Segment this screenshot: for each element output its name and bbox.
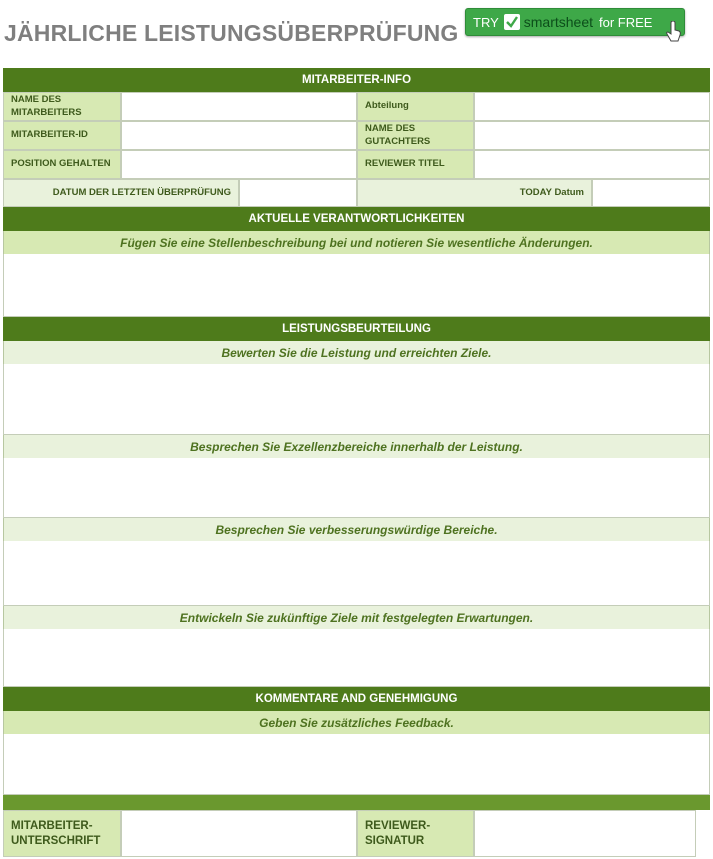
today-date-label: TODAY Datum [357,179,592,207]
page-title: JÄHRLICHE LEISTUNGSÜBERPRÜFUNG [4,20,459,46]
cta-try-label: TRY [473,14,499,30]
reviewer-name-label: NAME DES GUTACHTERS [357,121,474,150]
reviewer-title-field[interactable] [474,150,710,179]
employee-id-label: MITARBEITER-ID [3,121,121,150]
reviewer-title-label: REVIEWER TITEL [357,150,474,179]
responsibilities-text-area[interactable] [3,254,710,317]
employee-signature-field[interactable] [121,810,357,857]
responsibilities-instruction: Fügen Sie eine Stellenbeschreibung bei und notieren Sie wesentliche Änderungen. [3,231,710,254]
performance-text-area-2[interactable] [3,458,710,518]
department-field[interactable] [474,92,710,121]
cta-free-label: for FREE [599,14,653,30]
hand-cursor-icon [666,21,682,46]
last-review-date-label: DATUM DER LETZTEN ÜBERPRÜFUNG [3,179,239,207]
employee-id-field[interactable] [121,121,357,150]
comments-instruction: Geben Sie zusätzliches Feedback. [3,711,710,734]
reviewer-signature-field[interactable] [474,810,696,857]
employee-name-field[interactable] [121,92,357,121]
position-label: POSITION GEHALTEN [3,150,121,179]
try-smartsheet-button[interactable] [465,8,685,36]
performance-header: LEISTUNGSBEURTEILUNG [3,317,710,341]
reviewer-name-field[interactable] [474,121,710,150]
last-review-date-field[interactable] [239,179,357,207]
performance-prompt-4: Entwickeln Sie zukünftige Ziele mit festgelegten Erwartungen. [3,606,710,629]
performance-text-area-4[interactable] [3,629,710,687]
employee-name-label: NAME DES MITARBEITERS [3,92,121,121]
department-label: Abteilung [357,92,474,121]
performance-prompt-3: Besprechen Sie verbesserungswürdige Bereiche. [3,518,710,541]
today-date-field[interactable] [592,179,710,207]
responsibilities-header: AKTUELLE VERANTWORTLICHKEITEN [3,207,710,231]
signature-divider-band [3,795,710,810]
performance-prompt-1: Bewerten Sie die Leistung und erreichten Ziele. [3,341,710,364]
position-field[interactable] [121,150,357,179]
reviewer-signature-label: REVIEWER-SIGNATUR [357,810,474,857]
performance-text-area-3[interactable] [3,541,710,606]
comments-text-area[interactable] [3,734,710,795]
employee-info-header: MITARBEITER-INFO [3,68,710,92]
comments-header: KOMMENTARE AND GENEHMIGUNG [3,687,710,711]
employee-signature-label: MITARBEITER-UNTERSCHRIFT [3,810,121,857]
performance-prompt-2: Besprechen Sie Exzellenzbereiche innerhalb der Leistung. [3,435,710,458]
performance-text-area-1[interactable] [3,364,710,435]
checkmark-icon [504,14,520,30]
cta-brand-label: smartsheet [523,14,594,30]
